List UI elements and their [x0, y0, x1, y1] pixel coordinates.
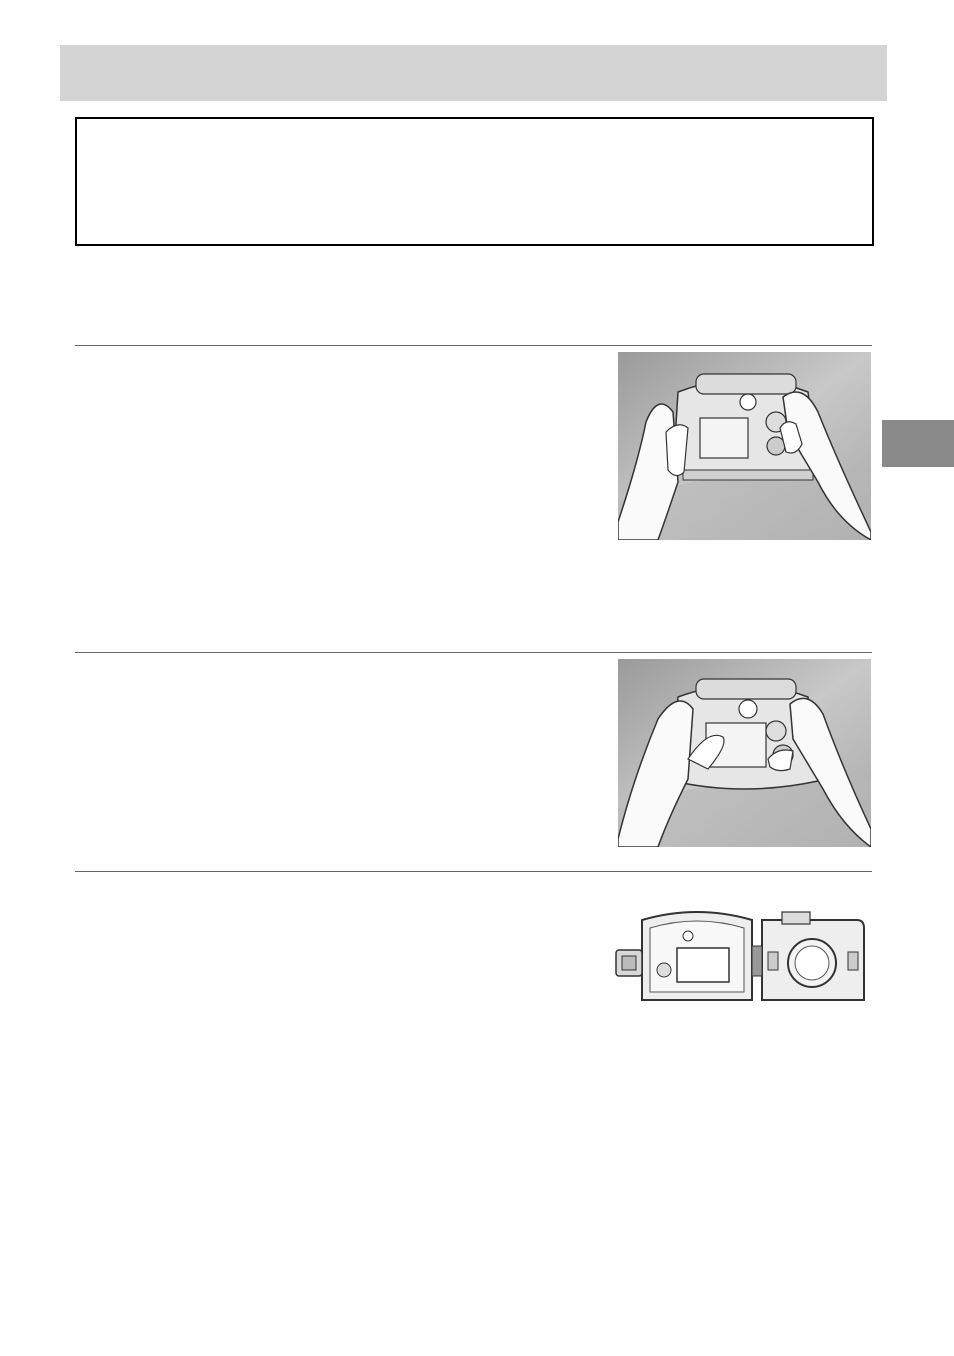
section-divider-3 — [75, 871, 872, 872]
section-header-bar — [60, 45, 887, 101]
notice-box — [75, 117, 874, 246]
illustration-2 — [618, 659, 871, 847]
hands-holding-housing-alt-icon — [618, 659, 871, 847]
illustration-1 — [618, 352, 871, 540]
open-housing-icon — [612, 908, 874, 1004]
illustration-3 — [612, 908, 874, 1004]
hands-holding-housing-icon — [618, 352, 871, 540]
section-divider-2 — [75, 652, 872, 653]
section-divider-1 — [75, 345, 872, 346]
chapter-side-tab — [882, 420, 954, 467]
